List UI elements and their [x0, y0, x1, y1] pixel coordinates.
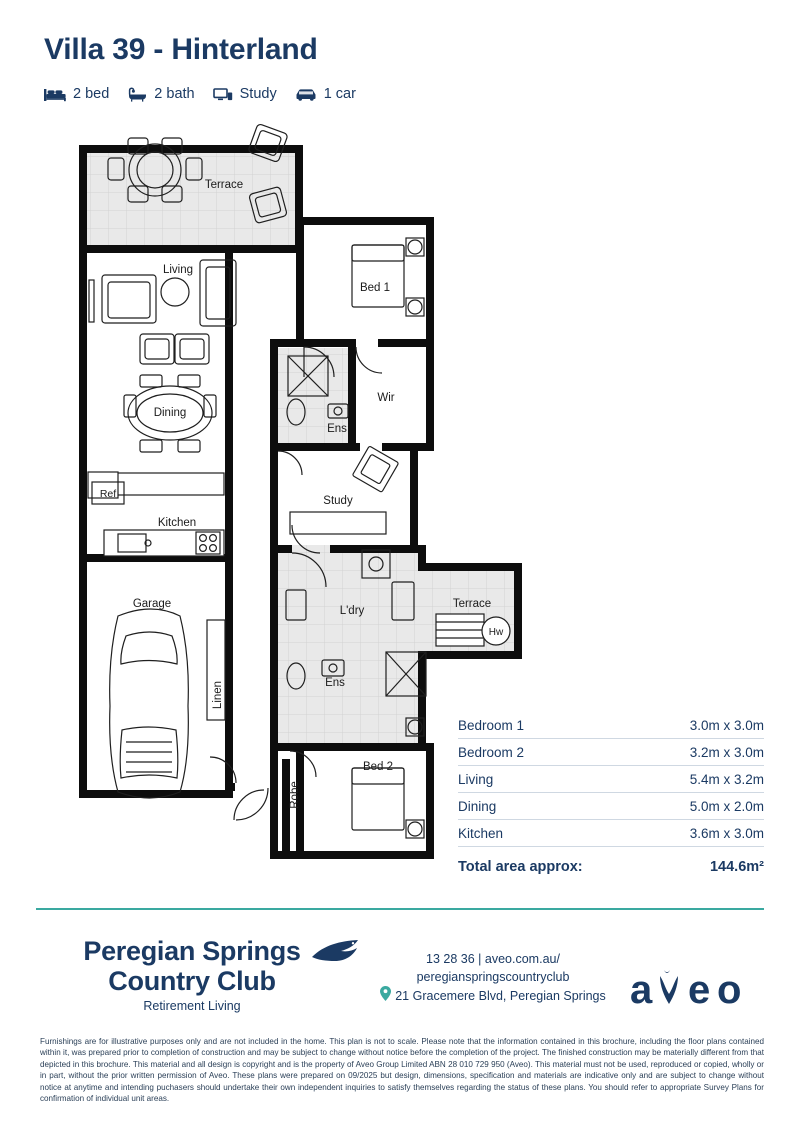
label-hw: Hw: [488, 627, 504, 638]
aveo-logo: [630, 968, 770, 1019]
spec-bed: [44, 86, 109, 102]
spec-bath-label: 2 bath: [154, 86, 195, 102]
spec-study: [213, 86, 277, 102]
brand-subtitle: Retirement Living: [143, 999, 241, 1014]
label-garage: Garage: [132, 598, 172, 610]
schedule-row: [458, 793, 764, 820]
label-wir: Wir: [377, 392, 395, 404]
spec-summary: [44, 86, 356, 102]
bath-icon: [127, 87, 147, 102]
label-ref: Ref: [99, 488, 117, 500]
bird-icon: [310, 939, 364, 970]
spec-car-label: 1 car: [323, 86, 356, 102]
schedule-label: Dining: [458, 798, 497, 814]
schedule-row: [458, 820, 764, 847]
schedule-value: 3.6m x 3.0m: [689, 825, 764, 841]
label-linen: Linen: [212, 680, 224, 710]
label-terrace-bottom: Terrace: [452, 598, 492, 610]
contact-address: 21 Gracemere Blvd, Peregian Springs: [395, 989, 606, 1004]
schedule-total-row: [458, 847, 764, 875]
label-ldry: L'dry: [339, 605, 365, 617]
schedule-value: 5.4m x 3.2m: [689, 771, 764, 787]
page-title: Villa 39 - Hinterland: [44, 33, 318, 66]
label-kitchen: Kitchen: [157, 517, 197, 529]
schedule-label: Bedroom 2: [458, 744, 525, 760]
footer: [0, 918, 800, 1038]
car-icon: [295, 87, 317, 102]
spec-bed-label: 2 bed: [73, 86, 110, 102]
label-living: Living: [162, 264, 194, 276]
label-terrace-top: Terrace: [204, 179, 244, 191]
contact-address-row: [368, 986, 618, 1006]
map-pin-icon: [380, 986, 391, 1006]
disclaimer-text: Furnishings are for illustrative purposes only and are not included in the home. This plan is not to scale. Please note that the information contained in this brochure, including the floor plans contained within it, was prepared prior to completion of construction and may be subject to change without notice before the completion of the project. The finished construction may be materially different from that depicted in this brochure. This material and all design is copyright and is the property of Aveo Group Limited ABN 28 010 729 950 (Aveo). This material must not be used, reproduced or copied, wholly or in part, without the prior written permission of Aveo. These plans were prepared on 09/2025 but design, dimensions, specification and materials are indicative only and are subject to change without notice at anytime and intending puchasers should undertake their own independent inquiries to satisfy themselves regarding the status of these plans. You should refer to appropriate Survey Plans for confirmation of individual unit areas.: [40, 1037, 764, 1104]
contact-phone-web[interactable]: 13 28 36 | aveo.com.au/: [426, 952, 560, 966]
bed-icon: [44, 87, 66, 102]
schedule-value: 5.0m x 2.0m: [689, 798, 764, 814]
schedule-total-label: Total area approx:: [458, 859, 583, 875]
label-ens-top: Ens: [327, 423, 347, 435]
label-study: Study: [323, 495, 353, 507]
schedule-row: [458, 712, 764, 739]
study-desk-icon: [213, 87, 233, 102]
schedule-label: Kitchen: [458, 825, 504, 841]
contact-slug[interactable]: peregianspringscountryclub: [416, 970, 570, 985]
brand-line-2: Country Club: [108, 966, 276, 997]
label-bed1: Bed 1: [359, 282, 391, 294]
contact-block: [368, 950, 618, 1006]
brand-line-1: Peregian Springs: [83, 936, 301, 966]
spec-car: [295, 86, 356, 102]
svg-text:e: e: [688, 968, 712, 1012]
room-schedule: [458, 712, 764, 875]
schedule-value: 3.0m x 3.0m: [689, 717, 764, 733]
spec-study-label: Study: [239, 86, 277, 102]
label-bed2: Bed 2: [362, 761, 394, 773]
schedule-label: Living: [458, 771, 494, 787]
peregian-springs-logo: [32, 936, 352, 1013]
spec-bath: [127, 86, 194, 102]
footer-divider: [36, 908, 764, 910]
schedule-row: [458, 739, 764, 766]
label-ens-bottom: Ens: [325, 677, 345, 689]
svg-text:a: a: [630, 968, 654, 1012]
schedule-total-value: 144.6m²: [709, 859, 764, 875]
label-dining: Dining: [153, 407, 187, 419]
schedule-label: Bedroom 1: [458, 717, 525, 733]
schedule-row: [458, 766, 764, 793]
label-robe: Robe: [289, 781, 301, 809]
svg-text:o: o: [717, 968, 743, 1012]
schedule-value: 3.2m x 3.0m: [689, 744, 764, 760]
